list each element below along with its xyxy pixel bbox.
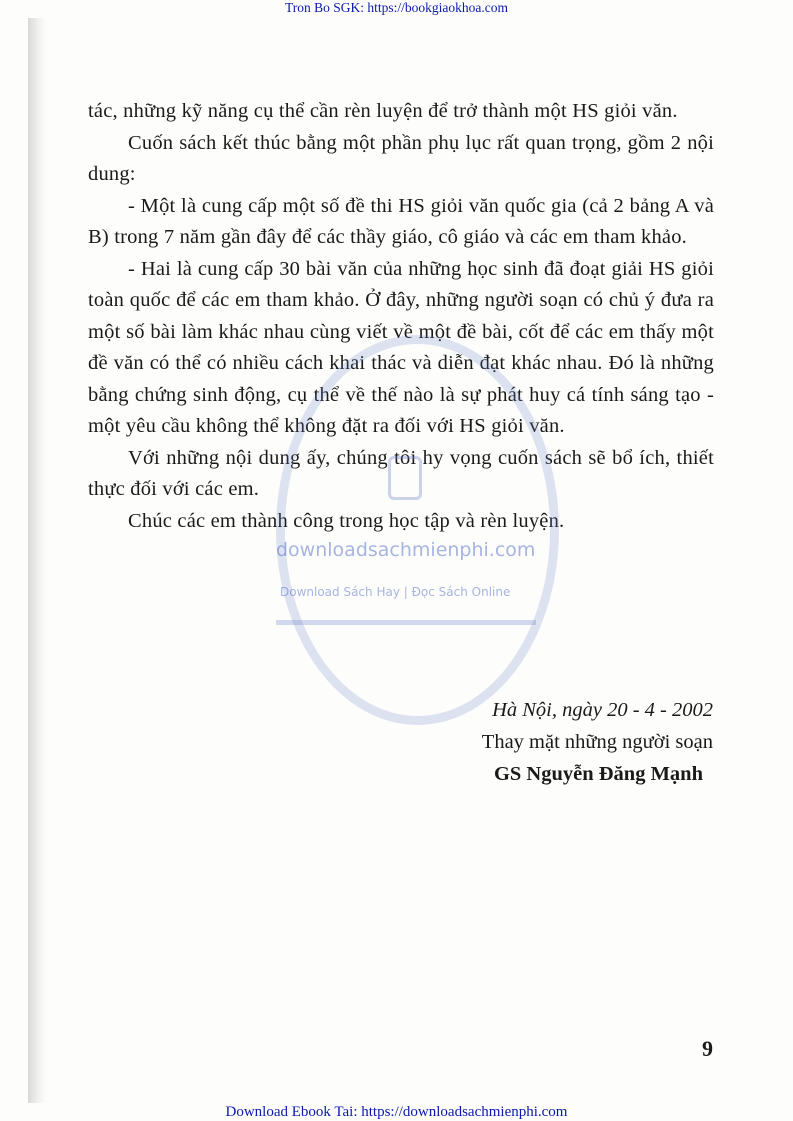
footer-link[interactable]: Download Ebook Tai: https://downloadsachmienphi.com	[225, 1104, 568, 1120]
signature-block	[313, 694, 713, 790]
page-number: 9	[702, 1036, 713, 1061]
paragraph-appendix-item-2: - Hai là cung cấp 30 bài văn của những học sinh đã đoạt giải HS giỏi toàn quốc để các em tham khảo. Ở đây, những người soạn có chủ ý đưa ra một số bài làm khác nhau cùng viết về một đề bài, cốt để các em thấy một đề văn có thể có nhiều cách khai thác và diễn đạt khác nhau. Đó là những bằng chứng sinh động, cụ thể về thế nào là sự phát huy cá tính sáng tạo - một yêu cầu không thể không đặt ra đối với HS giỏi văn.	[88, 257, 714, 437]
paragraph-wish: Chúc các em thành công trong học tập và rèn luyện.	[128, 509, 565, 532]
paragraph-continuation: tác, những kỹ năng cụ thể cần rèn luyện để trở thành một HS giỏi văn.	[88, 100, 678, 122]
watermark-bar	[276, 620, 536, 625]
paragraph-hope: Với những nội dung ấy, chúng tôi hy vọng cuốn sách sẽ bổ ích, thiết thực đối với các em.	[88, 446, 714, 500]
watermark-tagline: Download Sách Hay | Đọc Sách Online	[280, 585, 511, 599]
place-date: Hà Nội, ngày 20 - 4 - 2002	[492, 699, 713, 721]
header-link[interactable]: Tron Bo SGK: https://bookgiaokhoa.com	[284, 0, 508, 15]
signature-role: Thay mặt những người soạn	[481, 731, 713, 753]
signature-author: GS Nguyễn Đăng Mạnh	[493, 763, 703, 785]
page-body	[88, 96, 714, 537]
paragraph-appendix-intro: Cuốn sách kết thúc bằng một phần phụ lục rất quan trọng, gồm 2 nội dung:	[88, 131, 714, 185]
watermark-site: downloadsachmienphi.com	[276, 539, 536, 561]
page-binding-shadow	[28, 18, 46, 1103]
paragraph-appendix-item-1: - Một là cung cấp một số đề thi HS giỏi văn quốc gia (cả 2 bảng A và B) trong 7 năm gần đây để các thầy giáo, cô giáo và các em tham khảo.	[88, 194, 714, 248]
